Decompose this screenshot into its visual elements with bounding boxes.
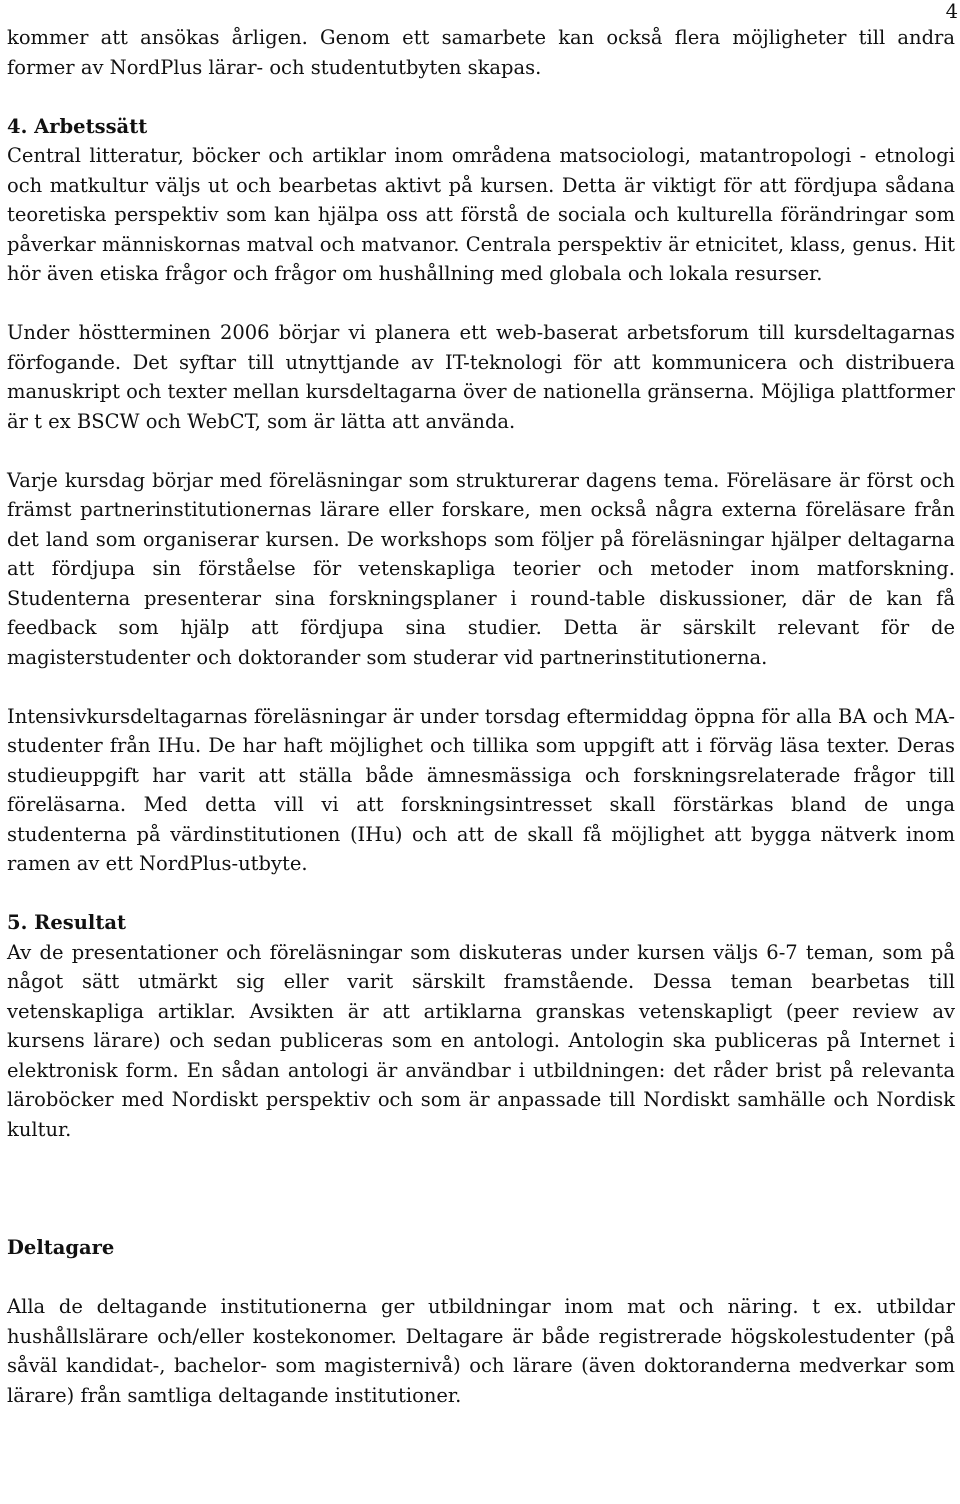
deltagare-paragraph: Alla de deltagande institutionerna ger utbildningar inom mat och näring. t ex. utbildar hushållslärare och/eller kostekonomer. Deltagare är både registrerade högskolestudenter (på såväl kandidat-, bachelor- som magisternivå) och lärare (även doktoranderna medverkar som lärare) från samtliga deltagande institutioner. (7, 1295, 955, 1407)
page-number: 4 (945, 0, 958, 23)
section-4-heading: 4. Arbetssätt (7, 114, 148, 138)
document-page (7, 23, 955, 1410)
section-4-paragraph-4: Intensivkursdeltagarnas föreläsningar är under torsdag eftermiddag öppna för alla BA och MA-studenter från IHu. De har haft möjlighet och tillika som uppgift att i förväg läsa texter. Deras studieuppgift har varit att ställa både ämnesmässiga och forskningsrelaterade frågor till föreläsarna. Med detta vill vi att forskningsintresset skall förstärkas bland de unga studenterna på värdinstitutionen (IHu) och att de skall få möjlighet att bygga nätverk inom ramen av ett NordPlus-utbyte. (7, 704, 955, 875)
section-5-paragraph: Av de presentationer och föreläsningar som diskuteras under kursen väljs 6-7 teman, som på något sätt utmärkt sig eller varit särskilt framstående. Dessa teman bearbetas till vetenskapliga artiklar. Avsikten är att artiklarna granskas vetenskapligt (peer review av kursens lärare) och sedan publiceras som en antologi. Antologin ska publiceras på Internet i elektronisk form. En sådan antologi är användbar i utbildningen: det råder brist på relevanta läroböcker med Nordiskt perspektiv och som är anpassade till Nordiskt samhälle och Nordisk kultur. (7, 940, 955, 1141)
intro-paragraph: kommer att ansökas årligen. Genom ett samarbete kan också flera möjligheter till andra former av NordPlus lärar- och studentutbyten skapas. (7, 26, 955, 79)
deltagare-heading: Deltagare (7, 1236, 115, 1259)
section-4-paragraph-1: Central litteratur, böcker och artiklar inom områdena matsociologi, matantropologi - etnologi och matkultur väljs ut och bearbetas aktivt på kursen. Detta är viktigt för att fördjupa sådana teoretiska perspektiv som kan hjälpa oss att förstå de sociala och kulturella förändringar som påverkar människornas matval och matvanor. Centrala perspektiv är etnicitet, klass, genus. Hit hör även etiska frågor och frågor om hushållning med globala och lokala resurser. (7, 144, 955, 285)
section-5-heading: 5. Resultat (7, 911, 126, 934)
section-4-paragraph-3: Varje kursdag börjar med föreläsningar som strukturerar dagens tema. Föreläsare är först och främst partnerinstitutionernas lärare eller forskare, men också några externa föreläsare från det land som organiserar kursen. De workshops som följer på föreläsningar hjälper deltagarna att fördjupa sin förståelse för vetenskapliga teorier och metoder inom matforskning. Studenterna presenterar sina forskningsplaner i round-table diskussioner, där de kan få feedback som hjälp att fördjupa sina studier. Detta är särskilt relevant för de magisterstudenter och doktorander som studerar vid partnerinstitutionerna. (7, 468, 955, 669)
section-4-paragraph-2: Under höstterminen 2006 börjar vi planera ett web-baserat arbetsforum till kursdeltagarnas förfogande. Det syftar till utnyttjande av IT-teknologi för att kommunicera och distribuera manuskript och texter mellan kursdeltagarna över de nationella gränserna. Möjliga plattformer är t ex BSCW och WebCT, som är lätta att använda. (7, 321, 955, 433)
